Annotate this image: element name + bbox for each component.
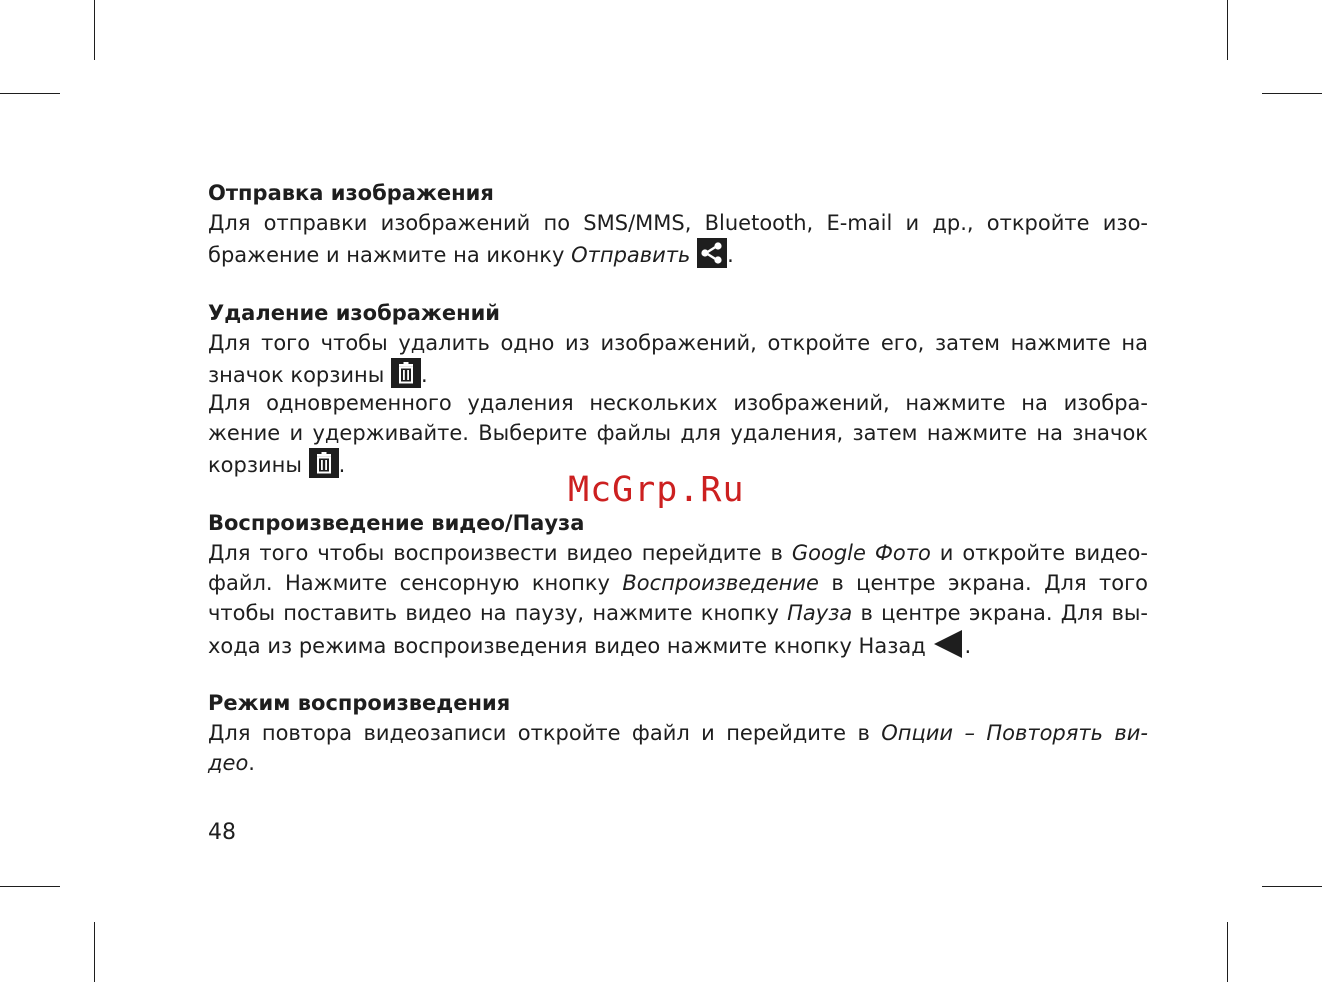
section-title-video-playback: Воспроизведение видео/Пауза <box>208 511 585 535</box>
section-body-video-playback <box>208 538 1148 658</box>
text-run-italic: Опции – Повторять ви- <box>881 721 1148 745</box>
text-line <box>208 568 1148 598</box>
text-line <box>208 748 1148 778</box>
share-icon <box>697 238 727 268</box>
section-body-playback-mode <box>208 718 1148 778</box>
section-body-delete-images <box>208 328 1148 478</box>
crop-mark <box>1262 93 1322 94</box>
text-line <box>208 538 1148 568</box>
crop-mark <box>1227 922 1228 982</box>
text-run: значок корзины <box>208 363 392 387</box>
back-triangle-icon <box>932 628 964 660</box>
text-line: Для отправки изображений по SMS/MMS, Bluetooth, E-mail и др., откройте изо- <box>208 211 1148 235</box>
crop-mark <box>94 0 95 60</box>
crop-mark <box>94 922 95 982</box>
text-run: и откройте видео- <box>930 541 1148 565</box>
text-run: . <box>964 634 972 658</box>
text-run-italic: Отправить <box>571 243 691 267</box>
text-run-italic: део <box>208 751 249 775</box>
text-run: Для повтора видеозаписи откройте файл и перейдите в <box>208 721 882 745</box>
text-run-italic: Пауза <box>787 601 853 625</box>
text-run: . <box>727 243 734 267</box>
text-line: Для того чтобы удалить одно из изображений, откройте его, затем нажмите на <box>208 331 1148 355</box>
text-line: жение и удерживайте. Выберите файлы для удаления, затем нажмите на значок <box>208 421 1148 445</box>
crop-mark <box>1227 0 1228 60</box>
text-line: Для одновременного удаления нескольких изображений, нажмите на изобра- <box>208 391 1148 415</box>
text-run: в центре экрана. Для того <box>818 571 1148 595</box>
text-run: бражение и нажмите на иконку <box>208 243 572 267</box>
text-run: чтобы поставить видео на паузу, нажмите кнопку <box>208 601 788 625</box>
text-line <box>208 238 1148 268</box>
text-run: в центре экрана. Для вы- <box>852 601 1148 625</box>
text-run-italic: Воспроизведение <box>622 571 819 595</box>
text-line <box>208 598 1148 628</box>
section-title-send-image: Отправка изображения <box>208 181 494 205</box>
text-run: . <box>338 453 346 477</box>
text-line <box>208 358 1148 388</box>
text-run: Для того чтобы воспроизвести видео перейдите в <box>208 541 792 565</box>
text-run-italic: Google Фото <box>791 541 931 565</box>
text-run: файл. Нажмите сенсорную кнопку <box>208 571 623 595</box>
trash-icon <box>309 448 339 478</box>
text-line <box>208 718 1148 748</box>
text-line <box>208 628 1148 658</box>
text-run: хода из режима воспроизведения видео нажмите кнопку Назад <box>208 634 933 658</box>
text-run: . <box>248 751 255 775</box>
crop-mark <box>1262 886 1322 887</box>
text-run: . <box>421 363 428 387</box>
page-number: 48 <box>208 820 236 845</box>
crop-mark <box>0 886 60 887</box>
section-body-send-image <box>208 208 1148 268</box>
trash-icon <box>391 358 421 388</box>
section-title-delete-images: Удаление изображений <box>208 301 501 325</box>
crop-mark <box>0 93 60 94</box>
text-run: корзины <box>208 453 309 477</box>
watermark: McGrp.Ru <box>568 470 745 510</box>
section-title-playback-mode: Режим воспроизведения <box>208 691 511 715</box>
